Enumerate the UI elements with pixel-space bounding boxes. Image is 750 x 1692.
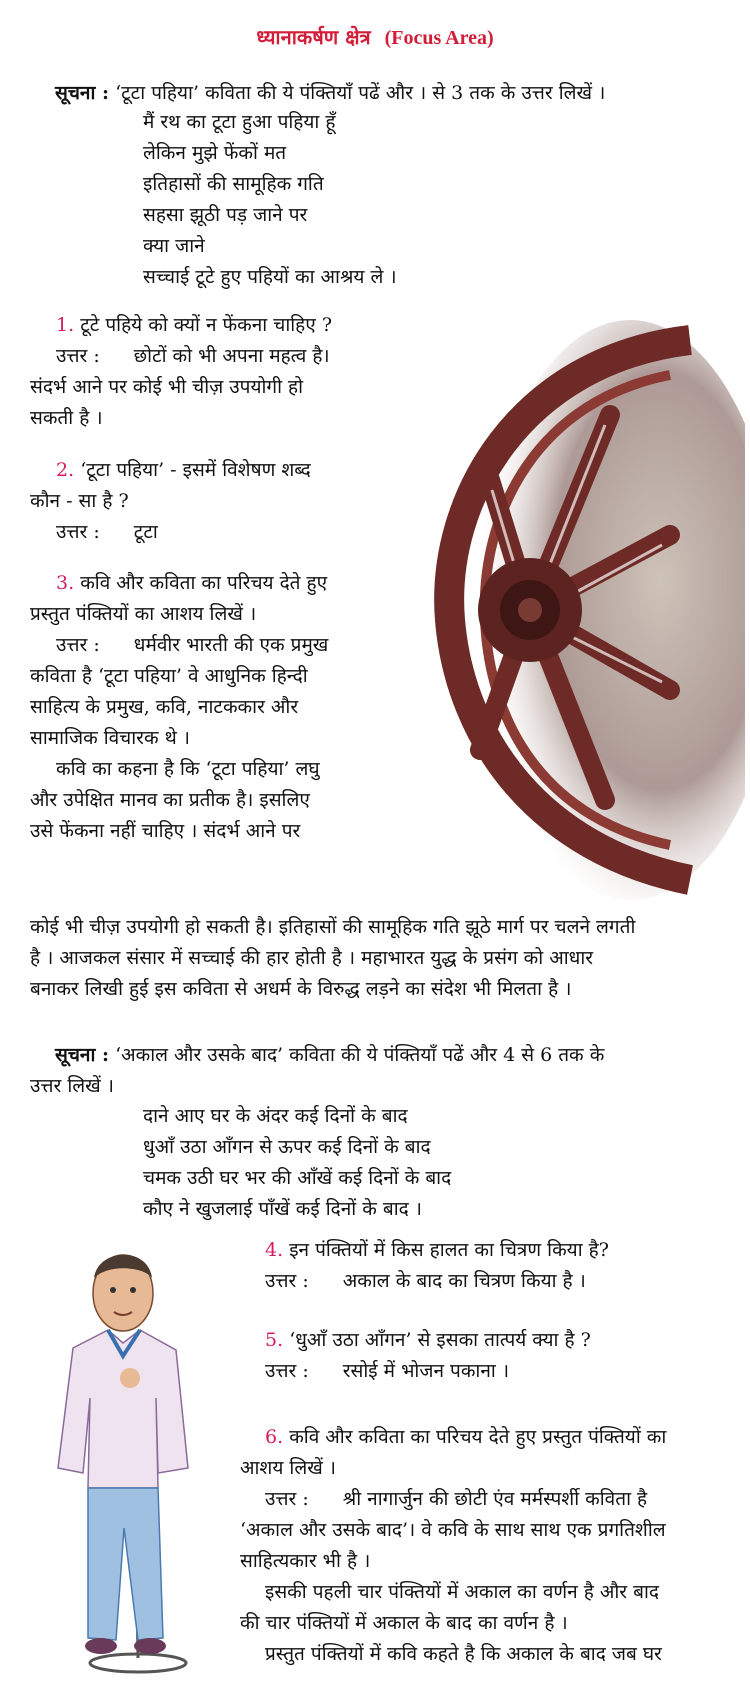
answer-text: श्री नागार्जुन की छोटी एंव मर्मस्पर्शी कविता है xyxy=(342,1488,648,1510)
answer-label: उत्तर : xyxy=(265,1360,309,1382)
notice-2 xyxy=(55,1040,740,1071)
answer-text: है । आजकल संसार में सच्चाई की हार होती है । महाभारत युद्ध के प्रसंग को आधार xyxy=(30,947,594,969)
poem-line: दाने आए घर के अंदर कई दिनों के बाद xyxy=(143,1105,408,1127)
answer-text: प्रस्तुत पंक्तियों में कवि कहते है कि अकाल के बाद जब घर xyxy=(265,1643,662,1665)
notice-text: उत्तर लिखें । xyxy=(30,1075,114,1097)
answer-text: कवि का कहना है कि ‘टूटा पहिया’ लघु xyxy=(56,758,320,780)
poem-1 xyxy=(143,107,397,293)
poem-line: धुआँ उठा आँगन से ऊपर कई दिनों के बाद xyxy=(143,1136,431,1158)
poem-2 xyxy=(143,1101,451,1225)
question-text: आशय लिखें । xyxy=(240,1457,336,1479)
question-5 xyxy=(265,1325,735,1387)
answer-label: उत्तर : xyxy=(265,1488,309,1510)
question-2 xyxy=(30,455,390,548)
title-english: (Focus Area) xyxy=(384,27,494,49)
answer-label: उत्तर : xyxy=(56,521,100,543)
notice-text: ‘अकाल और उसके बाद’ कविता की ये पंक्तियाँ पढें और 4 से 6 तक के xyxy=(115,1044,605,1066)
question-number: 1. xyxy=(56,314,75,336)
question-text: इन पंक्तियों में किस हालत का चित्रण किया है? xyxy=(289,1239,609,1261)
question-text: कवि और कविता का परिचय देते हुए xyxy=(80,572,328,594)
answer-text: साहित्यकार भी है । xyxy=(240,1550,371,1572)
answer-label: उत्तर : xyxy=(265,1270,309,1292)
question-number: 4. xyxy=(265,1239,284,1261)
question-number: 2. xyxy=(56,459,75,481)
poem-line: कौए ने खुजलाई पाँखें कई दिनों के बाद । xyxy=(143,1198,422,1220)
question-text: ‘टूटा पहिया’ - इसमें विशेषण शब्द xyxy=(80,459,311,481)
poem-line: लेकिन मुझे फेंकों मत xyxy=(143,142,287,164)
page-title xyxy=(0,22,750,54)
title-hindi: ध्यानाकर्षण क्षेत्र xyxy=(256,25,371,49)
question-3 xyxy=(30,568,390,847)
notice-text: ‘टूटा पहिया’ कविता की ये पंक्तियाँ पढें और । से 3 तक के उत्तर लिखें । xyxy=(115,82,606,104)
poem-line: इतिहासों की सामूहिक गति xyxy=(143,173,324,195)
poem-line: सच्चाई टूटे हुए पहियों का आश्रय ले । xyxy=(143,266,397,288)
notice-1 xyxy=(55,78,745,109)
answer-text: बनाकर लिखी हुई इस कविता से अधर्म के विरुद्ध लड़ने का संदेश भी मिलता है । xyxy=(30,978,572,1000)
question-1 xyxy=(30,310,390,434)
answer-text: सामाजिक विचारक थे । xyxy=(30,727,190,749)
poem-line: सहसा झूठी पड़ जाने पर xyxy=(143,204,308,226)
question-number: 6. xyxy=(265,1426,284,1448)
answer-text: और उपेक्षित मानव का प्रतीक है। इसलिए xyxy=(30,789,310,811)
notice-label: सूचना : xyxy=(55,82,110,104)
q3-continuation xyxy=(30,912,735,1005)
question-text: टूटे पहिये को क्यों न फेंकना चाहिए ? xyxy=(80,314,332,336)
answer-text: कोई भी चीज़ उपयोगी हो सकती है। इतिहासों की सामूहिक गति झूठे मार्ग पर चलने लगती xyxy=(30,916,636,938)
broken-wheel-illustration xyxy=(400,320,745,900)
question-text: ‘धुआँ उठा आँगन’ से इसका तात्पर्य क्या है ? xyxy=(289,1329,591,1351)
answer-text: रसोई में भोजन पकाना । xyxy=(342,1360,510,1382)
answer-text: कविता है ‘टूटा पहिया’ वे आधुनिक हिन्दी xyxy=(30,665,308,687)
question-6 xyxy=(240,1422,735,1670)
question-text: कवि और कविता का परिचय देते हुए प्रस्तुत पंक्तियों का xyxy=(289,1426,667,1448)
question-number: 5. xyxy=(265,1329,284,1351)
poem-line: चमक उठी घर भर की आँखें कई दिनों के बाद xyxy=(143,1167,452,1189)
question-text: प्रस्तुत पंक्तियों का आशय लिखें । xyxy=(30,603,257,625)
poet-at-microphone-illustration xyxy=(28,1238,233,1688)
answer-label: उत्तर : xyxy=(56,634,100,656)
answer-text: इसकी पहली चार पंक्तियों में अकाल का वर्णन है और बाद xyxy=(265,1581,659,1603)
answer-text: उसे फेंकना नहीं चाहिए । संदर्भ आने पर xyxy=(30,820,301,842)
answer-text: सकती है । xyxy=(30,407,103,429)
notice-label: सूचना : xyxy=(55,1044,110,1066)
answer-text: धर्मवीर भारती की एक प्रमुख xyxy=(133,634,329,656)
answer-text: छोटों को भी अपना महत्व है। xyxy=(133,345,330,367)
answer-label: उत्तर : xyxy=(56,345,100,367)
answer-text: की चार पंक्तियों में अकाल के बाद का वर्णन है । xyxy=(240,1612,568,1634)
answer-text: ‘अकाल और उसके बाद’। वे कवि के साथ साथ एक प्रगतिशील xyxy=(240,1519,666,1541)
question-number: 3. xyxy=(56,572,75,594)
answer-text: टूटा xyxy=(133,521,158,543)
poem-line: मैं रथ का टूटा हुआ पहिया हूँ xyxy=(143,111,336,133)
answer-text: साहित्य के प्रमुख, कवि, नाटककार और xyxy=(30,696,299,718)
question-4 xyxy=(265,1235,735,1297)
poem-line: क्या जाने xyxy=(143,235,205,257)
answer-text: संदर्भ आने पर कोई भी चीज़ उपयोगी हो xyxy=(30,376,304,398)
answer-text: अकाल के बाद का चित्रण किया है । xyxy=(342,1270,586,1292)
question-text: कौन - सा है ? xyxy=(30,490,129,512)
